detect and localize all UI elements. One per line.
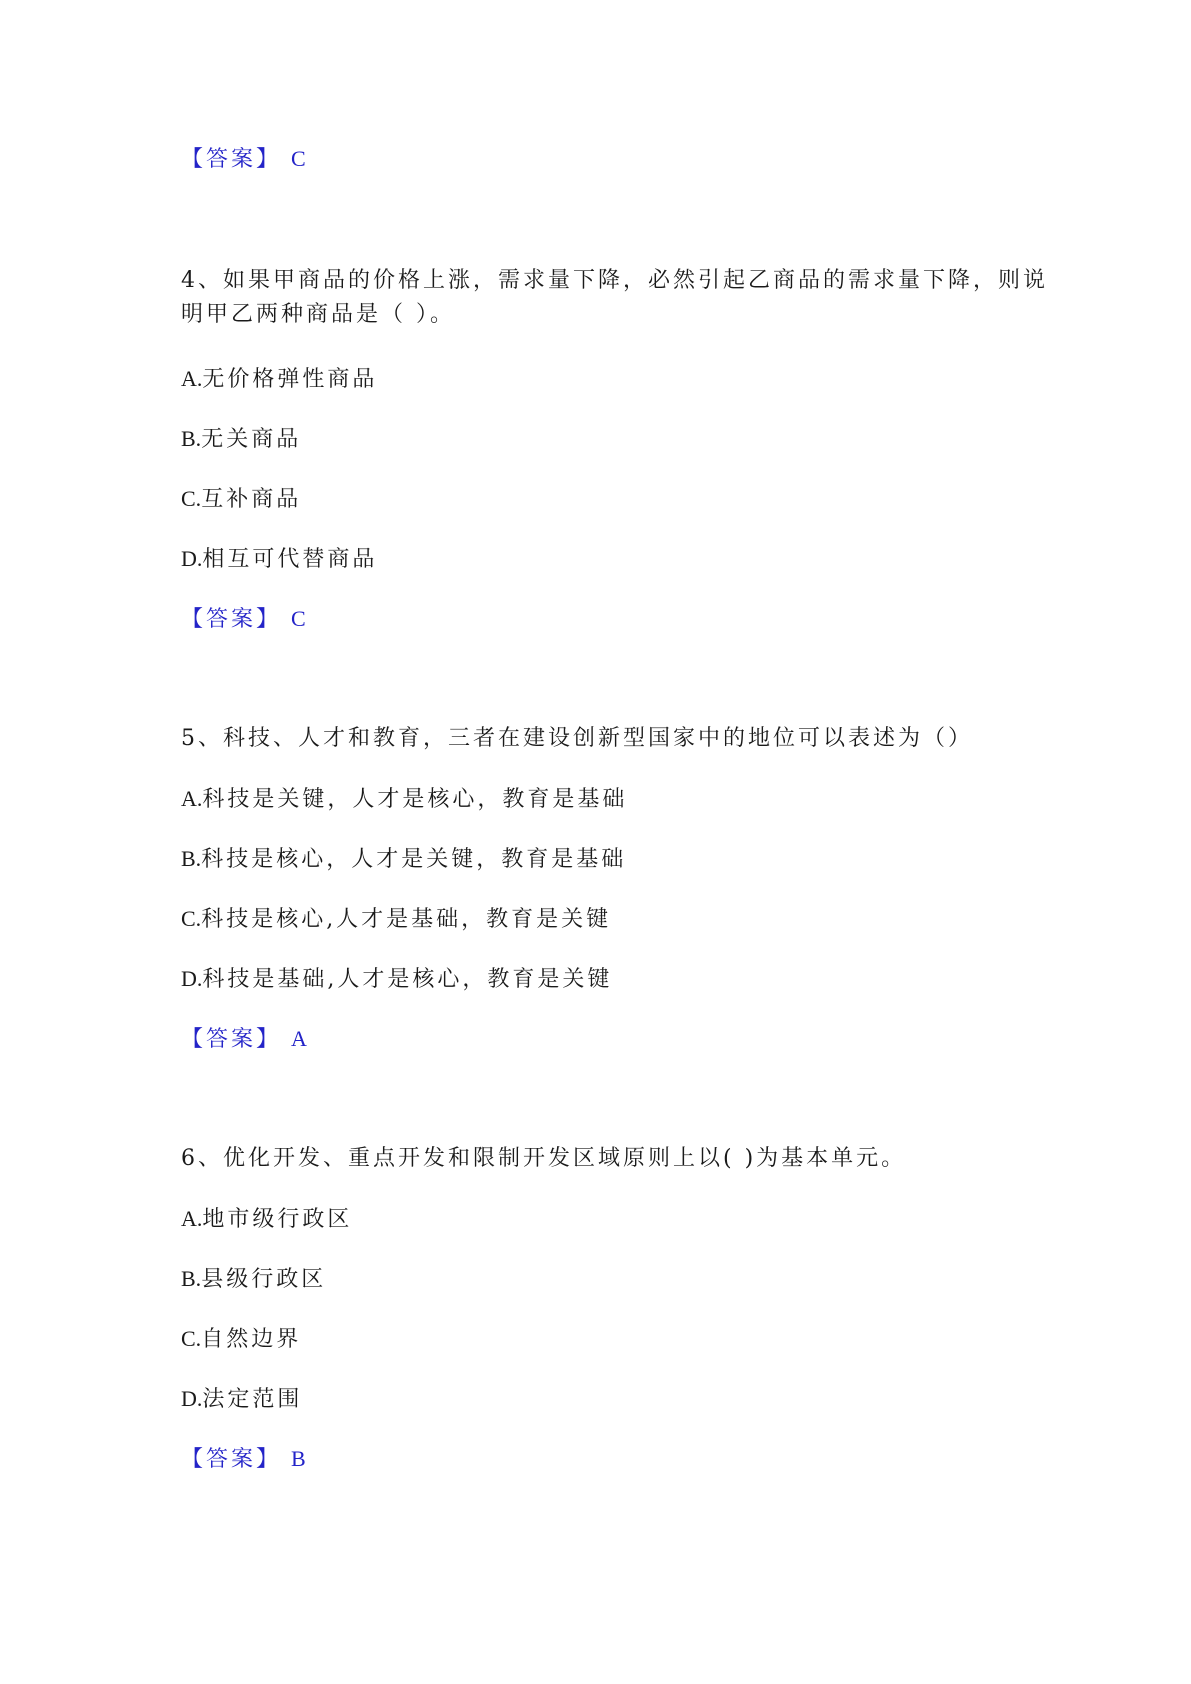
option-letter: A. [181,1206,203,1231]
option-letter: D. [181,966,203,991]
answer-label: 【答案】 [181,1447,282,1472]
answer-q3 [181,142,309,177]
answer-value: C [291,146,309,171]
option-letter: B. [181,426,202,451]
option-text: 科技是核心,人才是基础，教育是关键 [201,907,612,932]
option-letter: C. [181,906,202,931]
option-letter: A. [181,366,203,391]
q4-option-c [181,482,301,517]
answer-label: 【答案】 [181,607,282,632]
option-text: 相互可代替商品 [202,547,378,572]
answer-label: 【答案】 [181,147,282,172]
answer-q6 [181,1442,309,1477]
q4-option-d [181,542,377,577]
option-text: 互补商品 [201,487,302,512]
option-letter: B. [181,1266,202,1291]
answer-label: 【答案】 [181,1027,282,1052]
option-letter: C. [181,1326,202,1351]
option-text: 无价格弹性商品 [202,367,378,392]
option-letter: C. [181,486,202,511]
answer-q4 [181,602,309,637]
option-text: 法定范围 [202,1387,303,1412]
option-letter: A. [181,786,203,811]
q5-option-c [181,902,611,937]
q6-option-b [181,1262,326,1297]
option-text: 自然边界 [201,1327,302,1352]
option-letter: D. [181,1386,203,1411]
q5-stem: 5、科技、人才和教育，三者在建设创新型国家中的地位可以表述为（） [181,726,973,751]
answer-q5 [181,1022,310,1057]
option-text: 无关商品 [201,427,302,452]
q4-stem-line1: 4、如果甲商品的价格上涨，需求量下降，必然引起乙商品的需求量下降，则说 [181,268,1048,293]
q6-option-d [181,1382,302,1417]
answer-value: C [291,606,309,631]
q6-stem: 6、优化开发、重点开发和限制开发区域原则上以( )为基本单元。 [181,1146,907,1171]
option-text: 科技是基础,人才是核心，教育是关键 [202,967,613,992]
q4-option-b [181,422,301,457]
q5-option-b [181,842,626,877]
answer-value: B [291,1446,309,1471]
option-text: 科技是核心，人才是关键，教育是基础 [201,847,627,872]
option-text: 地市级行政区 [202,1207,353,1232]
q4-option-a [181,362,377,397]
q6-option-a [181,1202,352,1237]
q4-stem-line2: 明甲乙两种商品是（ ）。 [181,302,455,327]
option-letter: D. [181,546,203,571]
option-letter: B. [181,846,202,871]
q5-option-d [181,962,612,997]
answer-value: A [291,1026,310,1051]
option-text: 科技是关键，人才是核心，教育是基础 [202,787,628,812]
q5-option-a [181,782,627,817]
q6-option-c [181,1322,301,1357]
option-text: 县级行政区 [201,1267,327,1292]
